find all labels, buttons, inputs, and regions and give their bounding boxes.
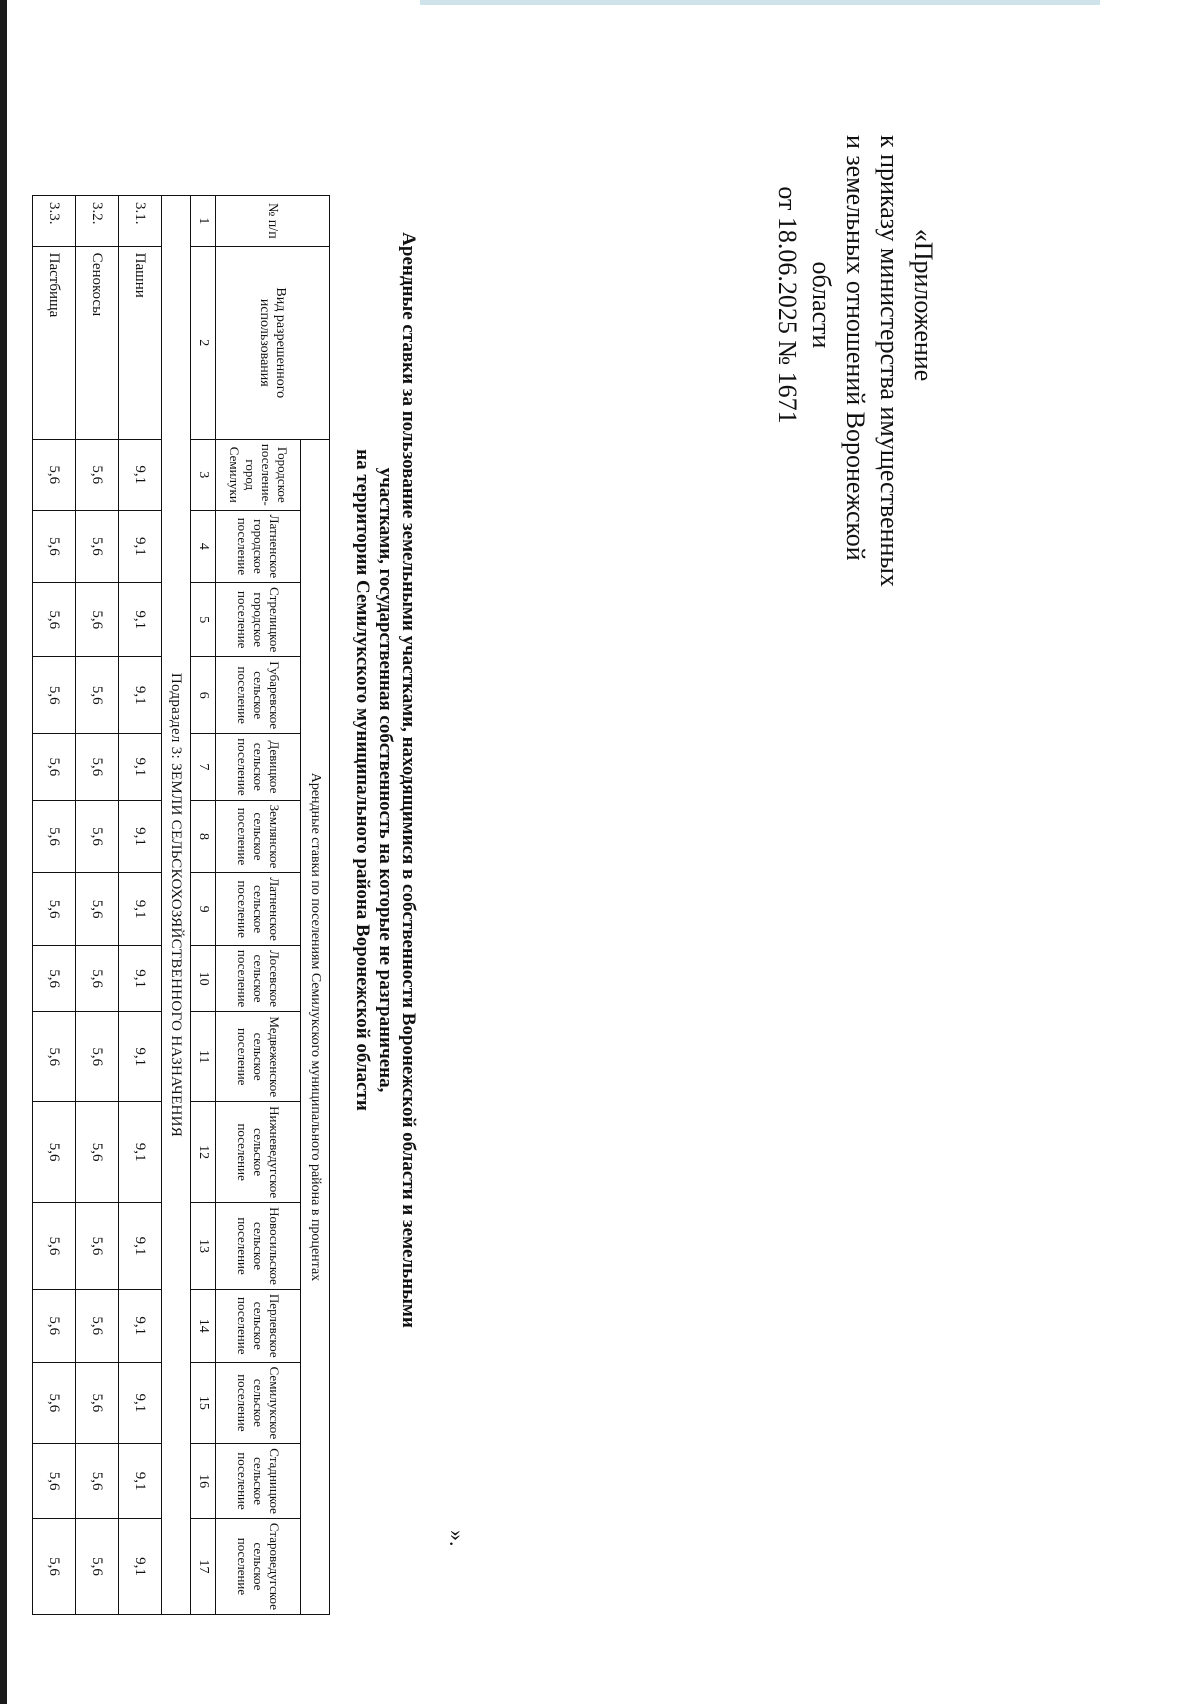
column-number: 9 — [191, 873, 216, 945]
rate-cell: 9,1 — [119, 1362, 162, 1444]
rate-cell: 5,6 — [33, 1203, 76, 1290]
closing-quote-mark: ». — [445, 1530, 470, 1547]
column-number: 8 — [191, 800, 216, 873]
rotated-page — [46, 135, 940, 1615]
rate-cell: 9,1 — [119, 1012, 162, 1102]
section-title: Подраздел 3: ЗЕМЛИ СЕЛЬСКОХОЗЯЙСТВЕННОГО НАЗНАЧЕНИЯ — [162, 196, 191, 1615]
rate-cell: 5,6 — [76, 439, 119, 510]
col-header-settlement: Медвеженское сельское поселение — [216, 1012, 301, 1102]
column-number: 11 — [191, 1012, 216, 1102]
row-use-type: Пашни — [119, 246, 162, 439]
rate-cell: 5,6 — [33, 800, 76, 873]
rate-cell: 9,1 — [119, 734, 162, 800]
col-header-settlement: Семилукское сельское поселение — [216, 1362, 301, 1444]
column-number: 15 — [191, 1362, 216, 1444]
column-number: 17 — [191, 1518, 216, 1614]
row-number: 3.3. — [33, 196, 76, 247]
rate-cell: 5,6 — [33, 1289, 76, 1362]
title-line-1: Арендные ставки за пользование земельными участками, находящимися в собственности Воронежской области и земельными — [398, 232, 419, 1328]
col-header-settlement: Девицкое сельское поселение — [216, 734, 301, 800]
rate-cell: 9,1 — [119, 1102, 162, 1203]
rate-cell: 5,6 — [76, 1012, 119, 1102]
column-number-row — [191, 196, 216, 1615]
column-number: 13 — [191, 1203, 216, 1290]
rate-cell: 5,6 — [76, 510, 119, 582]
rate-cell: 5,6 — [33, 1444, 76, 1519]
rate-cell: 5,6 — [33, 657, 76, 734]
rate-cell: 9,1 — [119, 873, 162, 945]
rate-cell: 9,1 — [119, 1289, 162, 1362]
scan-top-edge — [420, 0, 1100, 5]
rate-cell: 5,6 — [33, 873, 76, 945]
header-line-5: от 18.06.2025 № 1671 — [773, 186, 802, 424]
rate-cell: 5,6 — [33, 439, 76, 510]
header-line-3: и земельных отношений Воронежской — [841, 135, 870, 561]
rate-cell: 9,1 — [119, 583, 162, 657]
col-header-number: № п/п — [216, 196, 330, 247]
column-number: 3 — [191, 439, 216, 510]
rate-cell: 5,6 — [76, 657, 119, 734]
column-number: 7 — [191, 734, 216, 800]
rate-cell: 5,6 — [33, 734, 76, 800]
rate-cell: 5,6 — [76, 1102, 119, 1203]
rate-cell: 5,6 — [76, 945, 119, 1011]
rate-cell: 9,1 — [119, 657, 162, 734]
column-number: 10 — [191, 945, 216, 1011]
rate-cell: 9,1 — [119, 439, 162, 510]
col-header-settlement: Городское поселение-город Семилуки — [216, 439, 301, 510]
row-use-type: Сенокосы — [76, 246, 119, 439]
rate-cell: 9,1 — [119, 945, 162, 1011]
col-header-settlement: Губаревское сельское поселение — [216, 657, 301, 734]
rate-cell: 5,6 — [76, 583, 119, 657]
rate-cell: 5,6 — [76, 1289, 119, 1362]
header-line-4: области — [807, 261, 836, 349]
col-header-settlement: Нижневедугское сельское поселение — [216, 1102, 301, 1203]
document-title — [351, 135, 420, 1425]
col-header-settlement: Землянское сельское поселение — [216, 800, 301, 873]
rate-cell: 5,6 — [33, 583, 76, 657]
column-number: 1 — [191, 196, 216, 247]
scan-left-edge — [0, 0, 7, 1704]
header-line-1: «Приложение — [909, 228, 938, 382]
column-number: 14 — [191, 1289, 216, 1362]
rates-table — [32, 195, 330, 1615]
column-number: 12 — [191, 1102, 216, 1203]
col-header-settlement: Новосильское сельское поселение — [216, 1203, 301, 1290]
row-number: 3.1. — [119, 196, 162, 247]
rate-cell: 5,6 — [33, 1102, 76, 1203]
rate-cell: 5,6 — [33, 945, 76, 1011]
column-number: 5 — [191, 583, 216, 657]
rate-cell: 9,1 — [119, 800, 162, 873]
col-header-settlement: Стрелицкое городское поселение — [216, 583, 301, 657]
row-use-type: Пастбища — [33, 246, 76, 439]
rate-cell: 5,6 — [33, 510, 76, 582]
rate-cell: 9,1 — [119, 1518, 162, 1614]
section-row — [162, 196, 191, 1615]
rate-cell: 9,1 — [119, 1203, 162, 1290]
column-number: 2 — [191, 246, 216, 439]
rate-cell: 5,6 — [76, 873, 119, 945]
rate-cell: 5,6 — [76, 1518, 119, 1614]
col-header-settlement: Латненское сельское поселение — [216, 873, 301, 945]
column-number: 16 — [191, 1444, 216, 1519]
rate-cell: 9,1 — [119, 1444, 162, 1519]
rate-cell: 5,6 — [76, 1444, 119, 1519]
col-header-rates-group: Арендные ставки по поселениям Семилукского муниципального района в процентах — [301, 439, 330, 1614]
rate-cell: 5,6 — [76, 1203, 119, 1290]
row-number: 3.2. — [76, 196, 119, 247]
col-header-use: Вид разрешенного использования — [216, 246, 330, 439]
rate-cell: 5,6 — [76, 734, 119, 800]
rate-cell: 5,6 — [76, 800, 119, 873]
col-header-settlement: Латненское городское поселение — [216, 510, 301, 582]
rate-cell: 5,6 — [33, 1012, 76, 1102]
table-row — [76, 196, 119, 1615]
rate-cell: 5,6 — [33, 1518, 76, 1614]
col-header-settlement: Староведугское сельское поселение — [216, 1518, 301, 1614]
rate-cell: 9,1 — [119, 510, 162, 582]
col-header-settlement: Перлевское сельское поселение — [216, 1289, 301, 1362]
table-row — [119, 196, 162, 1615]
column-number: 4 — [191, 510, 216, 582]
column-number: 6 — [191, 657, 216, 734]
appendix-header — [770, 135, 940, 587]
col-header-settlement: Лосевское сельское поселение — [216, 945, 301, 1011]
title-line-3: на территории Семилукского муниципального района Воронежской области — [352, 449, 373, 1111]
col-header-settlement: Стадницкое сельское поселение — [216, 1444, 301, 1519]
rate-cell: 5,6 — [76, 1362, 119, 1444]
header-line-2: к приказу министерства имущественных — [875, 135, 904, 587]
rate-cell: 5,6 — [33, 1362, 76, 1444]
table-row — [33, 196, 76, 1615]
title-line-2: участками, государственная собственность на которые не разграничена, — [375, 467, 396, 1093]
